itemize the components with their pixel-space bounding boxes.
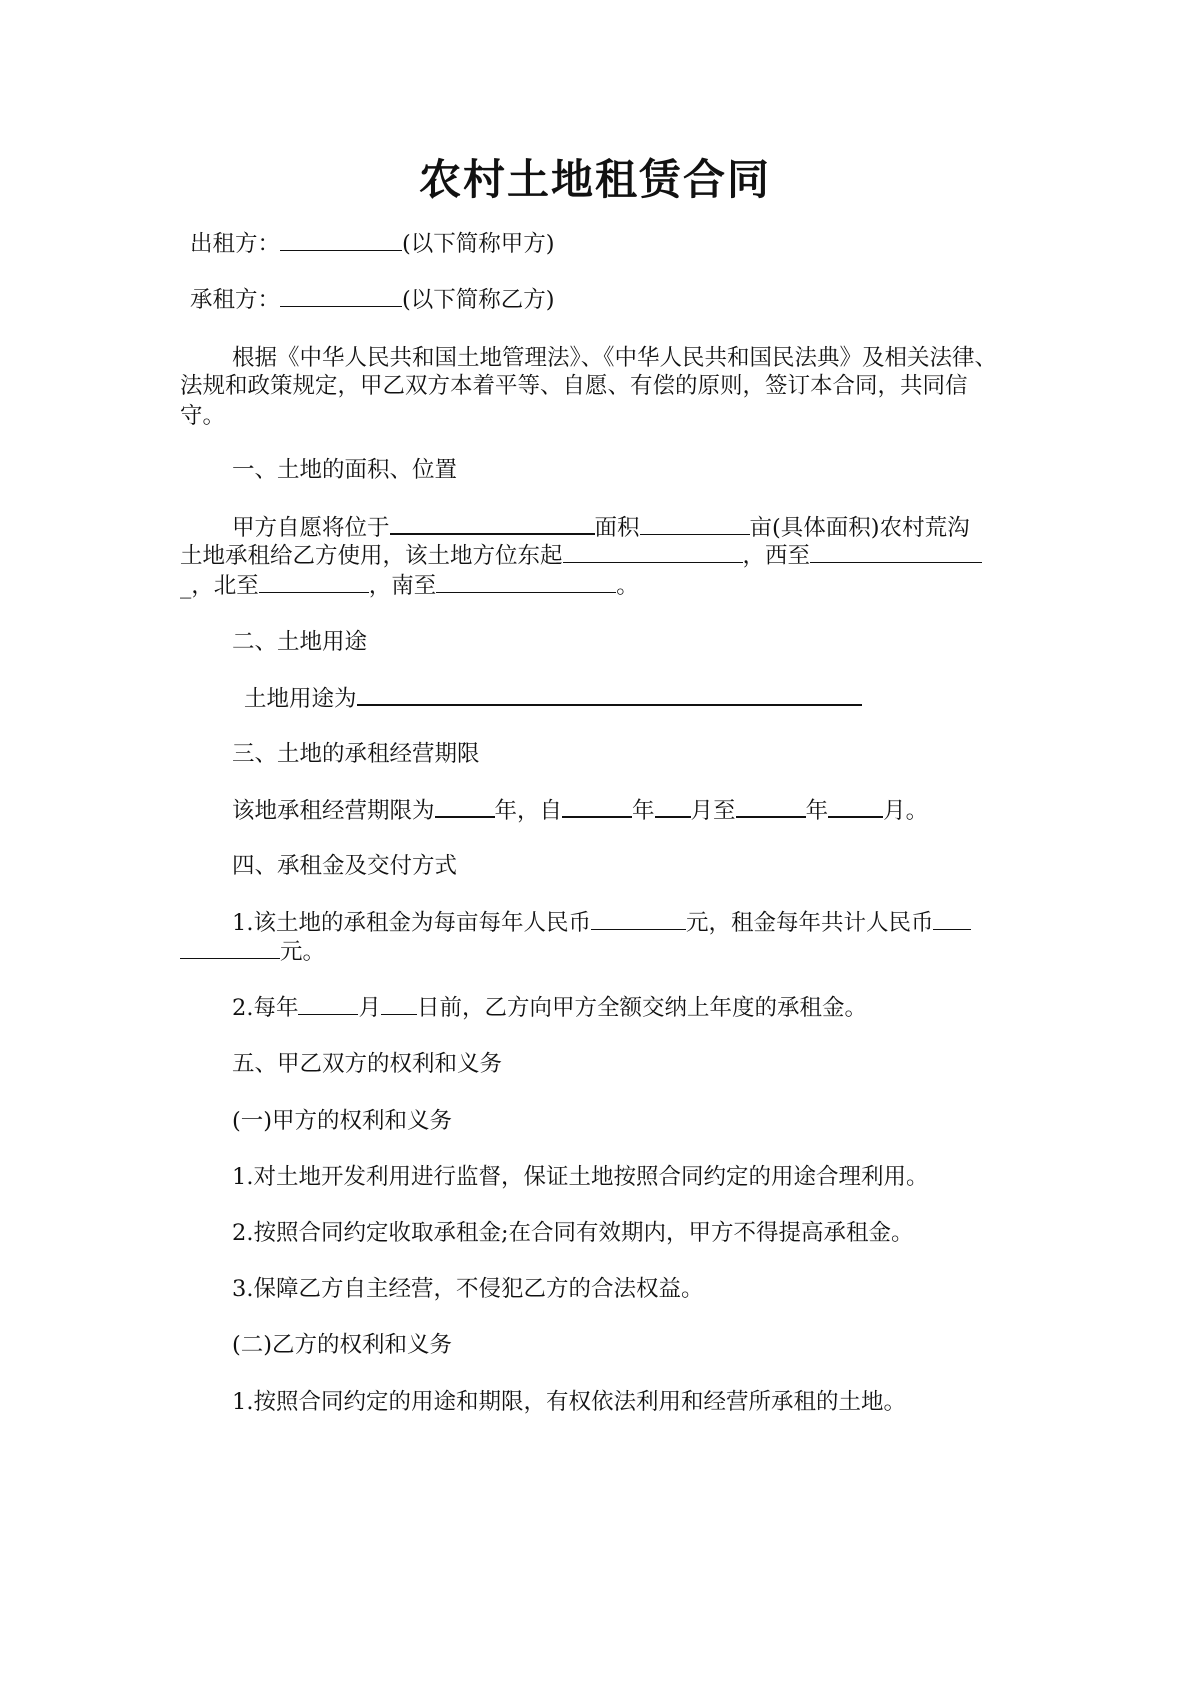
party-b-item-1: 1.按照合同约定的用途和期限，有权依法利用和经营所承租的土地。 bbox=[232, 1389, 906, 1415]
s1-text-3: 亩(具体面积)农村荒沟 bbox=[749, 515, 970, 541]
section-5-heading: 五、甲乙双方的权利和义务 bbox=[232, 1051, 503, 1077]
area-blank bbox=[640, 512, 750, 535]
preamble-line-2: 法规和政策规定，甲乙双方本着平等、自愿、有偿的原则，签订本合同，共同信 bbox=[180, 373, 968, 399]
section-3-heading: 三、土地的承租经营期限 bbox=[232, 741, 480, 767]
party-a-item-3: 3.保障乙方自主经营，不侵犯乙方的合法权益。 bbox=[232, 1276, 704, 1302]
s4-text-3: 元。 bbox=[280, 939, 326, 965]
s3-text-5: 年 bbox=[805, 798, 829, 824]
s1-text-2: 面积 bbox=[594, 515, 640, 541]
s4-text-6: 日前，乙方向甲方全额交纳上年度的承租金。 bbox=[416, 995, 867, 1021]
land-use-blank bbox=[357, 682, 862, 706]
section-4-item-2 bbox=[232, 992, 1067, 1024]
s4-text-1: 1.该土地的承租金为每亩每年人民币 bbox=[232, 910, 591, 936]
lessor-blank bbox=[280, 228, 402, 251]
section-2-heading: 二、土地用途 bbox=[232, 629, 368, 655]
south-blank bbox=[436, 570, 616, 593]
section-1-line-3 bbox=[180, 570, 1015, 602]
document-title: 农村土地租赁合同 bbox=[418, 155, 771, 204]
s3-text-3: 年 bbox=[632, 798, 655, 824]
lessor-line bbox=[190, 228, 1025, 260]
s3-text-1: 该地承租经营期限为 bbox=[232, 798, 435, 824]
s1-text-1: 甲方自愿将位于 bbox=[232, 515, 390, 541]
preamble-line-3: 守。 bbox=[180, 403, 226, 429]
lessor-note: (以下简称甲方) bbox=[402, 231, 555, 257]
section-4-item-1-line-2 bbox=[180, 936, 1015, 968]
pay-day-blank bbox=[381, 992, 417, 1015]
party-a-heading: (一)甲方的权利和义务 bbox=[232, 1108, 453, 1134]
section-1-line-2 bbox=[180, 540, 1015, 572]
location-blank bbox=[390, 511, 595, 535]
lessee-note: (以下简称乙方) bbox=[402, 287, 555, 313]
s1-text-5: ，西至 bbox=[742, 543, 811, 569]
s3-text-6: 月。 bbox=[883, 798, 929, 824]
section-4-item-1-line-1 bbox=[232, 907, 1067, 939]
s1-text-6: _，北至 bbox=[180, 573, 259, 599]
pay-month-blank bbox=[298, 992, 358, 1015]
lessee-blank bbox=[280, 284, 402, 307]
lessee-line bbox=[190, 284, 1025, 316]
section-4-heading: 四、承租金及交付方式 bbox=[232, 853, 458, 879]
party-a-item-2: 2.按照合同约定收取承租金;在合同有效期内，甲方不得提高承租金。 bbox=[232, 1220, 914, 1246]
rent-total-blank-b bbox=[180, 936, 280, 959]
west-blank bbox=[810, 540, 982, 563]
party-a-item-1: 1.对土地开发利用进行监督，保证土地按照合同约定的用途合理利用。 bbox=[232, 1164, 929, 1190]
end-month-blank bbox=[828, 794, 883, 818]
lessor-label: 出租方： bbox=[190, 231, 281, 257]
s1-text-8: 。 bbox=[616, 573, 639, 599]
s1-text-7: ，南至 bbox=[368, 573, 437, 599]
lessee-label: 承租方： bbox=[190, 287, 281, 313]
section-3-line bbox=[232, 794, 1067, 827]
end-year-blank bbox=[736, 794, 806, 818]
s2-text-1: 土地用途为 bbox=[244, 686, 357, 712]
section-1-heading: 一、土地的面积、位置 bbox=[232, 457, 458, 483]
party-b-heading: (二)乙方的权利和义务 bbox=[232, 1332, 453, 1358]
s4-text-5: 月 bbox=[358, 995, 381, 1021]
start-year-blank bbox=[562, 794, 632, 818]
start-month-blank bbox=[655, 794, 691, 818]
east-blank bbox=[563, 540, 743, 563]
north-blank bbox=[259, 570, 369, 593]
s4-text-2: 元，租金每年共计人民币 bbox=[685, 910, 934, 936]
rent-per-mu-blank bbox=[591, 907, 686, 930]
s1-text-4: 土地承租给乙方使用，该土地方位东起 bbox=[180, 543, 563, 569]
section-2-line bbox=[244, 682, 1079, 715]
s3-text-4: 月至 bbox=[690, 798, 736, 824]
rent-total-blank-a bbox=[933, 907, 971, 930]
term-years-blank bbox=[435, 794, 495, 818]
preamble-line-1: 根据《中华人民共和国土地管理法》、《中华人民共和国民法典》及相关法律、 bbox=[232, 345, 998, 371]
s4-text-4: 2.每年 bbox=[232, 995, 299, 1021]
s3-text-2: 年，自 bbox=[494, 798, 563, 824]
